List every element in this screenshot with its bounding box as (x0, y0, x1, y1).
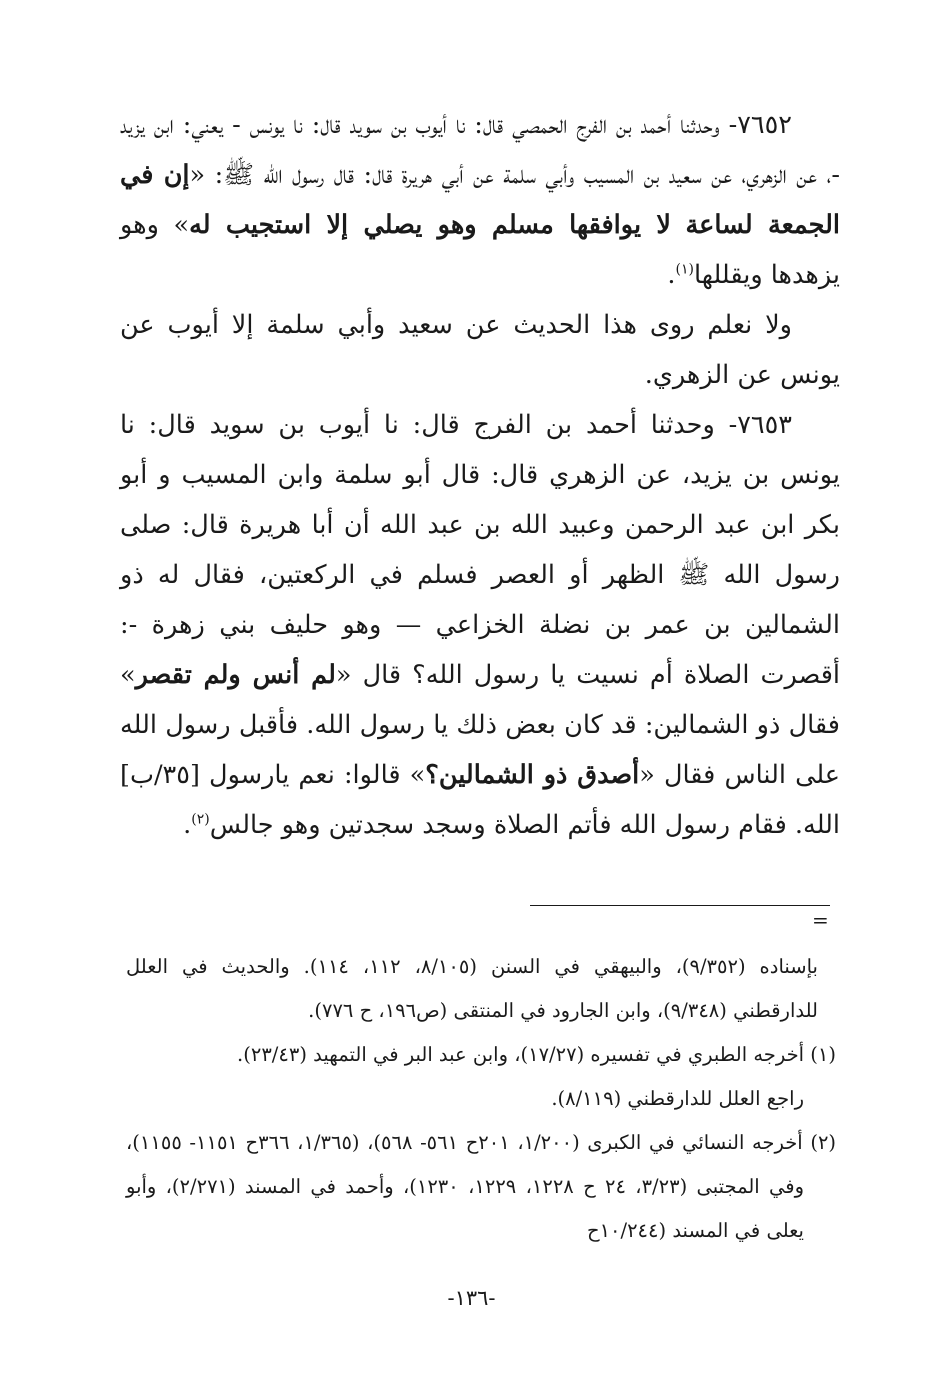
hadith-7652-closing: » وهو يزهدها ويقللها (120, 210, 840, 290)
hadith-7652-period: . (667, 260, 676, 290)
hadith-7653-text-a: ٧٦٥٣- وحدثنا أحمد بن الفرج قال: نا أيوب بن سويد قال: نا يونس بن يزيد، عن الزهري قال: قال أبو سلمة وابن المسيب و أبو بكر ابن عبد الرحمن وعبيد الله بن عبد الله أن أبا هريرة قال: صلى رسول الله ﷺ الظهر أو العصر فسلم في الركعتين، فقال له ذو الشمالين بن عمر بن نضلة الخزاعي — وهو حليف بني زهرة -: أقصرت الصلاة أم نسيت يا رسول الله؟ قال « (120, 410, 840, 690)
hadith-7652-line3: وأبي سلمة عن أبي هريرة قال: قال رسول الله ﷺ: « (189, 160, 575, 190)
hadith-7653 (120, 400, 840, 850)
hadith-7653-period: . (183, 810, 192, 840)
hadith-7652-matn-end: لا يوافقها مسلم وهو يصلي إلا استجيب له (189, 210, 671, 240)
hadith-7653-text-c: » قالوا: نعم يارسول [٣٥/ب] الله. فقام رسول الله فأتم الصلاة وسجد سجدتين وهو جالس (120, 760, 840, 840)
hadith-7653-bold-b: أصدق ذو الشمالين؟ (425, 760, 640, 790)
footnote-ref-2: (٢) (191, 811, 210, 828)
footnote-1-sub: راجع العلل للدارقطني (٨/١١٩). (551, 1087, 804, 1110)
hadith-7653-text-b: » فقال ذو الشمالين: قد كان بعض ذلك يا رسول الله. فأقبل رسول الله على الناس فقال « (120, 660, 840, 790)
hadith-7652-line2: قال: نا يونس - يعني: ابن يزيد -، عن الزهري، عن سعيد بن المسيب (120, 110, 840, 190)
comment-7652: ولا نعلم روى هذا الحديث عن سعيد وأبي سلمة إلا أيوب عن يونس عن الزهري. (120, 310, 840, 390)
page-number: -١٣٦- (447, 1286, 496, 1310)
main-text-body (120, 100, 840, 850)
footnote-separator (530, 905, 830, 906)
footnote-ref-1: (١) (675, 261, 694, 278)
hadith-7652 (120, 100, 840, 300)
footnote-1: (١) أخرجه الطبري في تفسيره (١٧/٢٧)، وابن عبد البر في التمهيد (٢٣/٤٣). (237, 1043, 836, 1066)
footnote-2: (٢) أخرجه النسائي في الكبرى (١/٢٠٠، ٢٠١ح ٥٦١- ٥٦٨)، (١/٣٦٥، ٣٦٦ح ١١٥١- ١١٥٥)، وفي المجتبى (٣/٢٣، ٢٤ ح ١٢٢٨، ١٢٢٩، ١٢٣٠)، وأحمد في المسند (٢/٢٧١)، وأبو يعلى في المسند (١٠/٢٤٤ح (126, 1131, 837, 1242)
footnotes (126, 945, 836, 1253)
hadith-7652-matn-start: إن في الجمعة لساعة (120, 160, 840, 240)
footnote-continued: بإسناده (٩/٣٥٢)، والبيهقي في السنن (٨/١٠٥، ١١٢، ١١٤). والحديث في العلل للدارقطني (٩/٣٤٨)، وابن الجارود في المنتقى (ص١٩٦، ح ٧٧٦). (126, 955, 818, 1022)
hadith-7653-bold-a: لم أنس ولم تقصر (135, 660, 336, 690)
continuation-mark: = (812, 908, 829, 932)
hadith-7652-line1: ٧٦٥٢- وحدثنا أحمد بن الفرج الحمصي قال: نا أيوب بن سويد (349, 110, 793, 140)
